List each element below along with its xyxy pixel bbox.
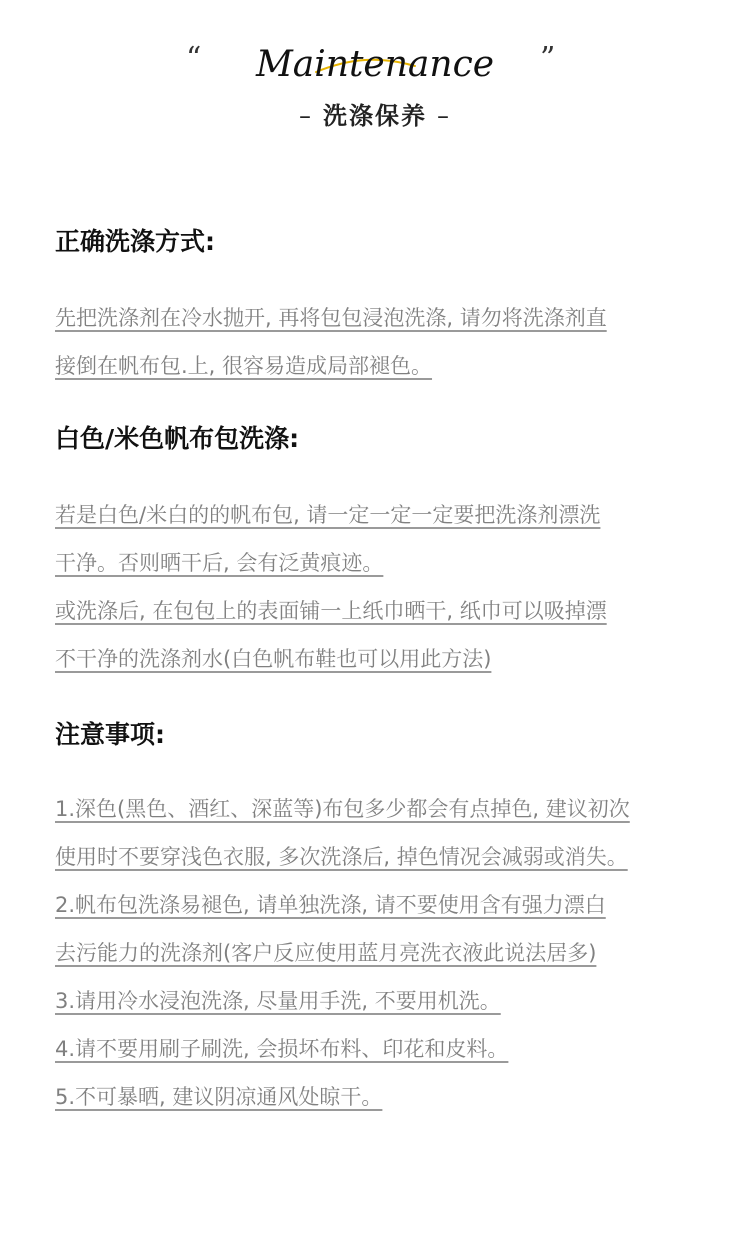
title-english-text: Maintenance (255, 44, 495, 85)
text-line: 2.帆布包洗涤易褪色, 请单独洗涤, 请不要使用含有强力漂白 (55, 893, 606, 917)
section-heading: 注意事项: (55, 720, 165, 749)
title-english (230, 28, 520, 98)
text-line: 若是白色/米白的的帆布包, 请一定一定一定要把洗涤剂漂洗 (55, 503, 601, 527)
section-heading: 正确洗涤方式: (55, 227, 215, 256)
page-subtitle (0, 96, 750, 136)
text-line: 去污能力的洗涤剂(客户反应使用蓝月亮洗衣液此说法居多) (55, 941, 597, 965)
section-notes (55, 715, 725, 1121)
text-line: 干净。否则晒干后, 会有泛黄痕迹。 (55, 551, 384, 575)
text-line: 先把洗涤剂在冷水抛开, 再将包包浸泡洗涤, 请勿将洗涤剂直 (55, 306, 607, 330)
section-heading: 白色/米色帆布包洗涤: (55, 424, 300, 453)
text-line: 4.请不要用刷子刷洗, 会损坏布料、印花和皮料。 (55, 1037, 509, 1061)
page-header (0, 0, 750, 150)
text-line: 或洗涤后, 在包包上的表面铺一上纸巾晒干, 纸巾可以吸掉漂 (55, 599, 607, 623)
section-body (55, 491, 725, 683)
section-body (55, 785, 725, 1121)
section-washing-method (55, 222, 725, 390)
text-line: 3.请用冷水浸泡洗涤, 尽量用手洗, 不要用机洗。 (55, 989, 501, 1013)
text-line: 使用时不要穿浅色衣服, 多次洗涤后, 掉色情况会减弱或消失。 (55, 845, 628, 869)
title-english-lettering (230, 28, 520, 98)
open-quote-mark: “ (186, 41, 204, 76)
subtitle-text: 洗涤保养 (323, 102, 427, 130)
close-quote-mark: ” (540, 41, 558, 76)
text-line: 5.不可暴晒, 建议阴凉通风处晾干。 (55, 1085, 383, 1109)
text-line: 接倒在帆布包.上, 很容易造成局部褪色。 (55, 354, 433, 378)
dash-left: – (299, 102, 313, 130)
text-line: 不干净的洗涤剂水(白色帆布鞋也可以用此方法) (55, 647, 492, 671)
section-body (55, 294, 725, 390)
text-line: 1.深色(黑色、酒红、深蓝等)布包多少都会有点掉色, 建议初次 (55, 797, 630, 821)
dash-right: – (437, 102, 451, 130)
section-white-bag-washing (55, 419, 725, 683)
